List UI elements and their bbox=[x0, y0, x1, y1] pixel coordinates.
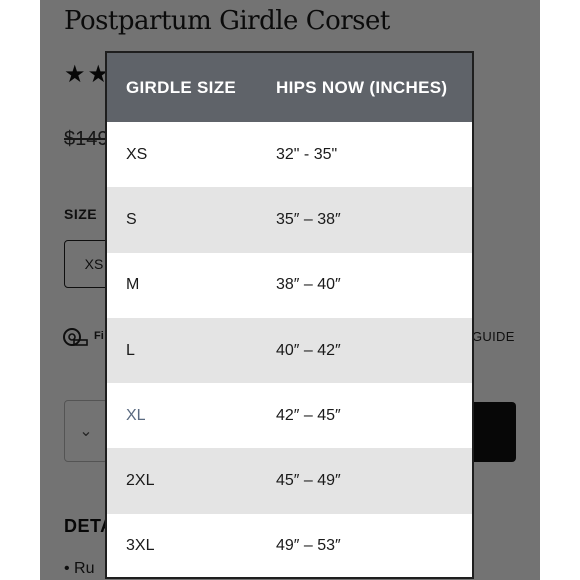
size-cell: XL bbox=[126, 406, 146, 424]
header-hips-now: HIPS NOW (INCHES) bbox=[276, 77, 448, 97]
size-cell: M bbox=[126, 276, 140, 294]
size-cell: XS bbox=[126, 145, 148, 163]
table-row bbox=[107, 383, 472, 448]
size-cell: S bbox=[126, 210, 137, 228]
hips-cell: 35″ – 38″ bbox=[276, 210, 341, 228]
hips-cell: 40″ – 42″ bbox=[276, 341, 341, 359]
hips-cell: 49″ – 53″ bbox=[276, 537, 341, 555]
table-row bbox=[107, 187, 472, 252]
size-cell: 2XL bbox=[126, 472, 155, 490]
size-cell: 3XL bbox=[126, 537, 155, 555]
hips-cell: 45″ – 49″ bbox=[276, 472, 341, 490]
size-cell: L bbox=[126, 341, 135, 359]
size-chart-modal bbox=[105, 51, 474, 579]
table-row bbox=[107, 122, 472, 187]
table-row bbox=[107, 318, 472, 383]
hips-cell: 32" - 35" bbox=[276, 145, 338, 163]
hips-cell: 42″ – 45″ bbox=[276, 406, 341, 424]
size-chart-header bbox=[107, 53, 472, 122]
hips-cell: 38″ – 40″ bbox=[276, 276, 341, 294]
table-row bbox=[107, 253, 472, 318]
header-girdle-size: GIRDLE SIZE bbox=[126, 77, 237, 97]
table-row bbox=[107, 514, 472, 579]
table-row bbox=[107, 448, 472, 513]
